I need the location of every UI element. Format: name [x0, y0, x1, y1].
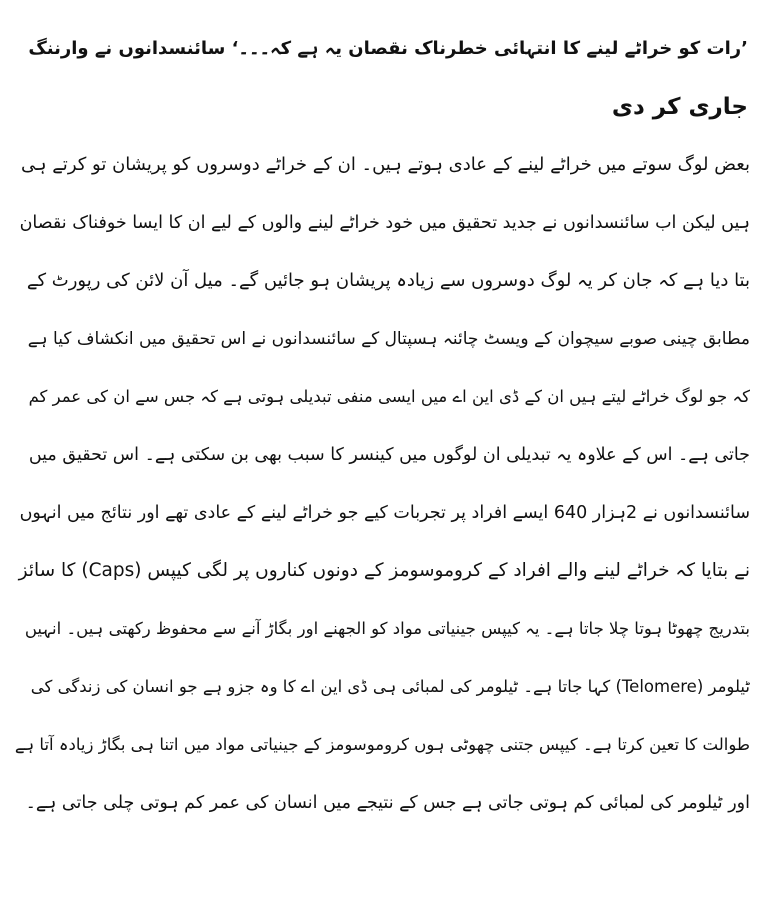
body-line: جاتی ہے۔ اس کے علاوہ یہ تبدیلی ان لوگوں میں کینسر کا سبب بھی بن سکتی ہے۔ اس تحقیق میں	[28, 445, 750, 465]
body-line: طوالت کا تعین کرتا ہے۔ کیپس جتنی چھوٹی ہوں کروموسومز کے جینیاتی مواد میں اتنا ہی بگاڑ زیادہ آتا ہے	[14, 735, 750, 754]
body-line: سائنسدانوں نے 2ہزار 640 ایسے افراد پر تجربات کیے جو خراٹے لینے کے عادی تھے اور نتائج میں انہوں	[19, 503, 750, 523]
body-line: نے بتایا کہ خراٹے لینے والے افراد کے کروموسومز کے دونوں کناروں پر لگی کیپس (Caps) کا سائز	[18, 560, 750, 581]
headline-line: جاری کر دی	[611, 94, 748, 120]
body-line: بعض لوگ سوتے میں خراٹے لینے کے عادی ہوتے ہیں۔ ان کے خراٹے دوسروں کو پریشان تو کرتے ہی	[20, 154, 750, 175]
body-line: ہیں لیکن اب سائنسدانوں نے جدید تحقیق میں خود خراٹے لینے والوں کے لیے ان کا ایسا خوفناک نقصان	[19, 213, 750, 233]
body-line: بتدریج چھوٹا ہوتا چلا جاتا ہے۔ یہ کیپس جینیاتی مواد کو الجھنے اور بگاڑ آنے سے محفوظ رکھتی ہیں۔ انہیں	[24, 619, 750, 638]
body-line: اور ٹیلومر کی لمبائی کم ہوتی جاتی ہے جس کے نتیجے میں انسان کی عمر کم ہوتی چلی جاتی ہے۔	[25, 793, 750, 813]
body-line: ٹیلومر (Telomere) کہا جاتا ہے۔ ٹیلومر کی لمبائی ہی ڈی این اے کا وہ جزو ہے جو انسان کی زندگی کی	[30, 677, 750, 696]
body-line: مطابق چینی صوبے سیچوان کے ویسٹ چائنہ ہسپتال کے سائنسدانوں نے اس تحقیق میں انکشاف کیا ہے	[27, 329, 750, 349]
headline-line: ’رات کو خراٹے لینے کا انتہائی خطرناک نقصان یہ ہے کہ۔۔۔‘ سائنسدانوں نے وارننگ	[28, 38, 748, 59]
article-body	[14, 136, 750, 832]
body-line: کہ جو لوگ خراٹے لیتے ہیں ان کے ڈی این اے میں ایسی منفی تبدیلی ہوتی ہے کہ جس سے ان کی عمر کم	[28, 387, 750, 406]
body-line: بتا دیا ہے کہ جان کر یہ لوگ دوسروں سے زیادہ پریشان ہو جائیں گے۔ میل آن لائن کی رپورٹ کے	[26, 270, 750, 291]
article-headline	[28, 20, 748, 136]
